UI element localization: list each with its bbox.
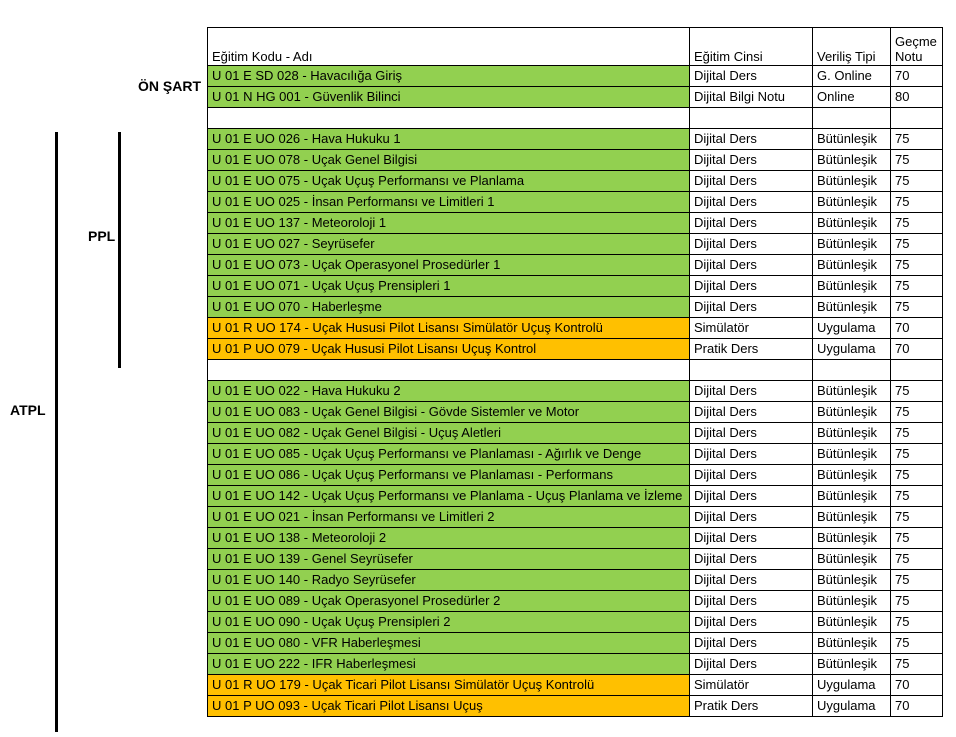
- course-cell: U 01 E UO 085 - Uçak Uçuş Performansı ve Planlaması - Ağırlık ve Denge: [208, 444, 690, 465]
- table-row-ppl: [208, 213, 943, 234]
- pass-cell: 75: [891, 465, 943, 486]
- pass-cell: 75: [891, 276, 943, 297]
- type-cell: Dijital Ders: [690, 507, 813, 528]
- course-cell: U 01 E UO 073 - Uçak Operasyonel Prosedürler 1: [208, 255, 690, 276]
- delivery-cell: Bütünleşik: [813, 234, 891, 255]
- course-cell: U 01 E UO 138 - Meteoroloji 2: [208, 528, 690, 549]
- course-cell: U 01 E UO 140 - Radyo Seyrüsefer: [208, 570, 690, 591]
- table-row-on-sart: [208, 66, 943, 87]
- type-cell: Dijital Ders: [690, 129, 813, 150]
- header-course: Eğitim Kodu - Adı: [208, 28, 690, 66]
- table-row-atpl: [208, 549, 943, 570]
- course-cell: U 01 E UO 078 - Uçak Genel Bilgisi: [208, 150, 690, 171]
- type-cell: Dijital Ders: [690, 528, 813, 549]
- table-header-row: [208, 28, 943, 66]
- course-cell: U 01 E UO 082 - Uçak Genel Bilgisi - Uçuş Aletleri: [208, 423, 690, 444]
- pass-cell: 75: [891, 612, 943, 633]
- spacer-cell: [208, 360, 690, 381]
- spacer-cell: [690, 108, 813, 129]
- delivery-cell: Bütünleşik: [813, 297, 891, 318]
- type-cell: Dijital Ders: [690, 444, 813, 465]
- delivery-cell: G. Online: [813, 66, 891, 87]
- group-label-atpl: ATPL: [10, 402, 46, 418]
- delivery-cell: Bütünleşik: [813, 402, 891, 423]
- delivery-cell: Bütünleşik: [813, 591, 891, 612]
- table-row-atpl: [208, 402, 943, 423]
- table-row-atpl: [208, 570, 943, 591]
- course-cell: U 01 E UO 071 - Uçak Uçuş Prensipleri 1: [208, 276, 690, 297]
- pass-cell: 75: [891, 255, 943, 276]
- course-cell: U 01 E UO 080 - VFR Haberleşmesi: [208, 633, 690, 654]
- type-cell: Dijital Ders: [690, 633, 813, 654]
- course-cell: U 01 E UO 142 - Uçak Uçuş Performansı ve Planlama - Uçuş Planlama ve İzleme: [208, 486, 690, 507]
- pass-cell: 75: [891, 570, 943, 591]
- delivery-cell: Bütünleşik: [813, 171, 891, 192]
- type-cell: Dijital Ders: [690, 465, 813, 486]
- table-row-ppl: [208, 276, 943, 297]
- course-cell: U 01 E UO 086 - Uçak Uçuş Performansı ve Planlaması - Performans: [208, 465, 690, 486]
- course-cell: U 01 E UO 025 - İnsan Performansı ve Limitleri 1: [208, 192, 690, 213]
- table-row-ppl: [208, 234, 943, 255]
- pass-cell: 75: [891, 486, 943, 507]
- pass-cell: 75: [891, 381, 943, 402]
- delivery-cell: Bütünleşik: [813, 633, 891, 654]
- table-row-ppl: [208, 339, 943, 360]
- pass-cell: 70: [891, 66, 943, 87]
- pass-cell: 70: [891, 339, 943, 360]
- table-row-ppl: [208, 150, 943, 171]
- spacer-cell: [891, 360, 943, 381]
- type-cell: Dijital Ders: [690, 591, 813, 612]
- header-pass: [891, 28, 943, 66]
- pass-cell: 75: [891, 402, 943, 423]
- course-cell: U 01 N HG 001 - Güvenlik Bilinci: [208, 87, 690, 108]
- pass-cell: 75: [891, 171, 943, 192]
- table-row-atpl: [208, 633, 943, 654]
- delivery-cell: Bütünleşik: [813, 528, 891, 549]
- delivery-cell: Bütünleşik: [813, 549, 891, 570]
- spacer-cell: [813, 108, 891, 129]
- delivery-cell: Bütünleşik: [813, 654, 891, 675]
- delivery-cell: Bütünleşik: [813, 381, 891, 402]
- spacer-cell: [813, 360, 891, 381]
- table-row-ppl: [208, 192, 943, 213]
- type-cell: Dijital Ders: [690, 654, 813, 675]
- pass-cell: 75: [891, 213, 943, 234]
- spacer-row-2: [208, 360, 943, 381]
- table-row-atpl: [208, 696, 943, 717]
- course-cell: U 01 R UO 174 - Uçak Hususi Pilot Lisansı Simülatör Uçuş Kontrolü: [208, 318, 690, 339]
- type-cell: Dijital Ders: [690, 150, 813, 171]
- delivery-cell: Uygulama: [813, 339, 891, 360]
- spacer-cell: [208, 108, 690, 129]
- type-cell: Dijital Ders: [690, 381, 813, 402]
- group-label-ppl: PPL: [88, 228, 116, 244]
- course-cell: U 01 E UO 222 - IFR Haberleşmesi: [208, 654, 690, 675]
- table-row-atpl: [208, 528, 943, 549]
- pass-cell: 75: [891, 297, 943, 318]
- delivery-cell: Online: [813, 87, 891, 108]
- course-cell: U 01 E UO 075 - Uçak Uçuş Performansı ve Planlama: [208, 171, 690, 192]
- type-cell: Dijital Ders: [690, 213, 813, 234]
- table-row-ppl: [208, 318, 943, 339]
- pass-cell: 75: [891, 654, 943, 675]
- pass-cell: 80: [891, 87, 943, 108]
- course-cell: U 01 E SD 028 - Havacılığa Giriş: [208, 66, 690, 87]
- type-cell: Dijital Bilgi Notu: [690, 87, 813, 108]
- table-row-ppl: [208, 129, 943, 150]
- spacer-row-1: [208, 108, 943, 129]
- spacer-cell: [891, 108, 943, 129]
- header-pass-line1: Geçme: [895, 34, 937, 49]
- table-row-ppl: [208, 297, 943, 318]
- course-cell: U 01 E UO 083 - Uçak Genel Bilgisi - Gövde Sistemler ve Motor: [208, 402, 690, 423]
- delivery-cell: Uygulama: [813, 675, 891, 696]
- pass-cell: 75: [891, 591, 943, 612]
- delivery-cell: Bütünleşik: [813, 465, 891, 486]
- group-label-on-sart: ÖN ŞART: [138, 78, 201, 94]
- delivery-cell: Bütünleşik: [813, 213, 891, 234]
- type-cell: Dijital Ders: [690, 297, 813, 318]
- pass-cell: 75: [891, 234, 943, 255]
- type-cell: Dijital Ders: [690, 570, 813, 591]
- table-row-atpl: [208, 654, 943, 675]
- atpl-bracket-line: [55, 132, 58, 732]
- type-cell: Pratik Ders: [690, 696, 813, 717]
- pass-cell: 75: [891, 528, 943, 549]
- pass-cell: 70: [891, 318, 943, 339]
- type-cell: Dijital Ders: [690, 549, 813, 570]
- header-pass-line2: Notu: [895, 49, 923, 64]
- table-row-atpl: [208, 591, 943, 612]
- delivery-cell: Bütünleşik: [813, 444, 891, 465]
- table-row-atpl: [208, 486, 943, 507]
- course-cell: U 01 E UO 022 - Hava Hukuku 2: [208, 381, 690, 402]
- course-cell: U 01 E UO 090 - Uçak Uçuş Prensipleri 2: [208, 612, 690, 633]
- course-cell: U 01 E UO 027 - Seyrüsefer: [208, 234, 690, 255]
- pass-cell: 75: [891, 549, 943, 570]
- table-row-atpl: [208, 612, 943, 633]
- delivery-cell: Bütünleşik: [813, 612, 891, 633]
- header-type: Eğitim Cinsi: [690, 28, 813, 66]
- type-cell: Dijital Ders: [690, 276, 813, 297]
- table-row-atpl: [208, 465, 943, 486]
- table-row-ppl: [208, 171, 943, 192]
- type-cell: Dijital Ders: [690, 486, 813, 507]
- type-cell: Dijital Ders: [690, 192, 813, 213]
- type-cell: Dijital Ders: [690, 612, 813, 633]
- ppl-bracket-line: [118, 132, 121, 368]
- delivery-cell: Bütünleşik: [813, 570, 891, 591]
- delivery-cell: Bütünleşik: [813, 507, 891, 528]
- course-cell: U 01 E UO 021 - İnsan Performansı ve Limitleri 2: [208, 507, 690, 528]
- course-cell: U 01 E UO 026 - Hava Hukuku 1: [208, 129, 690, 150]
- delivery-cell: Bütünleşik: [813, 192, 891, 213]
- pass-cell: 70: [891, 675, 943, 696]
- type-cell: Pratik Ders: [690, 339, 813, 360]
- table-row-atpl: [208, 675, 943, 696]
- table-row-on-sart: [208, 87, 943, 108]
- curriculum-table: [207, 27, 943, 717]
- pass-cell: 75: [891, 192, 943, 213]
- delivery-cell: Bütünleşik: [813, 150, 891, 171]
- type-cell: Dijital Ders: [690, 255, 813, 276]
- table-row-atpl: [208, 444, 943, 465]
- delivery-cell: Bütünleşik: [813, 423, 891, 444]
- course-cell: U 01 P UO 093 - Uçak Ticari Pilot Lisansı Uçuş: [208, 696, 690, 717]
- pass-cell: 75: [891, 507, 943, 528]
- type-cell: Dijital Ders: [690, 171, 813, 192]
- type-cell: Simülatör: [690, 675, 813, 696]
- type-cell: Simülatör: [690, 318, 813, 339]
- course-cell: U 01 E UO 139 - Genel Seyrüsefer: [208, 549, 690, 570]
- pass-cell: 75: [891, 150, 943, 171]
- table-row-ppl: [208, 255, 943, 276]
- type-cell: Dijital Ders: [690, 423, 813, 444]
- table-row-atpl: [208, 423, 943, 444]
- pass-cell: 75: [891, 633, 943, 654]
- delivery-cell: Bütünleşik: [813, 129, 891, 150]
- pass-cell: 75: [891, 129, 943, 150]
- spacer-cell: [690, 360, 813, 381]
- delivery-cell: Bütünleşik: [813, 255, 891, 276]
- delivery-cell: Bütünleşik: [813, 276, 891, 297]
- pass-cell: 75: [891, 444, 943, 465]
- course-cell: U 01 P UO 079 - Uçak Hususi Pilot Lisansı Uçuş Kontrol: [208, 339, 690, 360]
- delivery-cell: Bütünleşik: [813, 486, 891, 507]
- header-delivery: Veriliş Tipi: [813, 28, 891, 66]
- delivery-cell: Uygulama: [813, 696, 891, 717]
- delivery-cell: Uygulama: [813, 318, 891, 339]
- table-row-atpl: [208, 507, 943, 528]
- course-cell: U 01 E UO 089 - Uçak Operasyonel Prosedürler 2: [208, 591, 690, 612]
- course-cell: U 01 R UO 179 - Uçak Ticari Pilot Lisansı Simülatör Uçuş Kontrolü: [208, 675, 690, 696]
- type-cell: Dijital Ders: [690, 66, 813, 87]
- course-cell: U 01 E UO 137 - Meteoroloji 1: [208, 213, 690, 234]
- pass-cell: 75: [891, 423, 943, 444]
- table-row-atpl: [208, 381, 943, 402]
- type-cell: Dijital Ders: [690, 402, 813, 423]
- type-cell: Dijital Ders: [690, 234, 813, 255]
- pass-cell: 70: [891, 696, 943, 717]
- course-cell: U 01 E UO 070 - Haberleşme: [208, 297, 690, 318]
